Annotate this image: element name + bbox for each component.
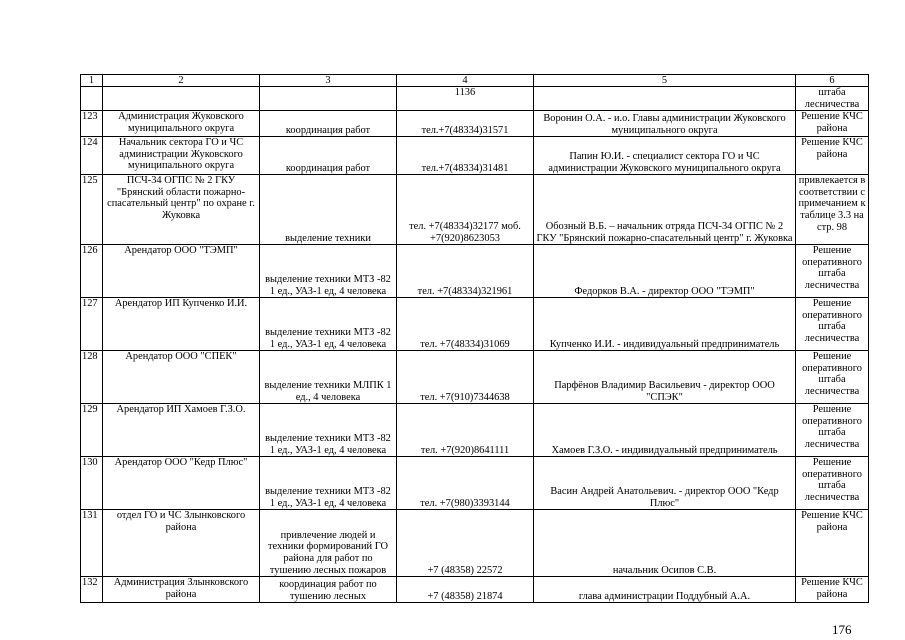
cont-contact (534, 87, 796, 111)
organization-cell: Арендатор ИП Хамоев Г.З.О. (103, 404, 260, 457)
phone-cell: тел. +7(48334)32177 моб. +7(920)8623053 (397, 175, 534, 245)
contact-cell: Парфёнов Владимир Васильевич - директор ООО "СПЭК" (534, 351, 796, 404)
phone-cell: тел. +7(48334)321961 (397, 245, 534, 298)
header-row (81, 75, 869, 87)
task-cell: выделение техники МТЗ -82 1 ед., УАЗ-1 ед, 4 человека (260, 298, 397, 351)
basis-cell: Решение оперативного штаба лесничества (796, 298, 869, 351)
phone-cell: тел.+7(48334)31571 (397, 111, 534, 137)
table-row (81, 404, 869, 457)
table-row (81, 577, 869, 603)
table-row (81, 175, 869, 245)
task-cell: выделение техники МТЗ -82 1 ед., УАЗ-1 ед, 4 человека (260, 245, 397, 298)
contact-cell: Воронин О.А. - и.о. Главы администрации Жуковского муниципального округа (534, 111, 796, 137)
row-number: 128 (81, 351, 103, 404)
page-number: 176 (832, 622, 852, 637)
cont-num (81, 87, 103, 111)
cont-phone: 1136 (397, 87, 534, 111)
basis-cell: Решение оперативного штаба лесничества (796, 351, 869, 404)
row-number: 126 (81, 245, 103, 298)
header-cell: 4 (397, 75, 534, 87)
table-row (81, 245, 869, 298)
task-cell: выделение техники МЛПК 1 ед., 4 человека (260, 351, 397, 404)
phone-cell: +7 (48358) 22572 (397, 510, 534, 577)
contact-cell: Хамоев Г.З.О. - индивидуальный предприниматель (534, 404, 796, 457)
table-row (81, 351, 869, 404)
organization-cell: отдел ГО и ЧС Злынковского района (103, 510, 260, 577)
phone-cell: тел. +7(48334)31069 (397, 298, 534, 351)
continuation-row (81, 87, 869, 111)
header-cell: 1 (81, 75, 103, 87)
contact-cell: глава администрации Поддубный А.А. (534, 577, 796, 603)
basis-cell: Решение КЧС района (796, 577, 869, 603)
row-number: 129 (81, 404, 103, 457)
organization-cell: ПСЧ-34 ОГПС № 2 ГКУ "Брянский области пожарно-спасательный центр" по охране г. Жуковка (103, 175, 260, 245)
contact-cell: Васин Андрей Анатольевич. - директор ООО "Кедр Плюс" (534, 457, 796, 510)
contact-cell: Купченко И.И. - индивидуальный предприниматель (534, 298, 796, 351)
table-row (81, 111, 869, 137)
organization-cell: Арендатор ООО "СПЕК" (103, 351, 260, 404)
table-row (81, 137, 869, 175)
task-cell: привлечение людей и техники формирований ГО района для работ по тушению лесных пожаров (260, 510, 397, 577)
basis-cell: Решение оперативного штаба лесничества (796, 245, 869, 298)
row-number: 124 (81, 137, 103, 175)
cont-org (103, 87, 260, 111)
basis-cell: Решение оперативного штаба лесничества (796, 457, 869, 510)
organization-cell: Администрация Злынковского района (103, 577, 260, 603)
organization-cell: Начальник сектора ГО и ЧС администрации Жуковского муниципального округа (103, 137, 260, 175)
basis-cell: Решение КЧС района (796, 510, 869, 577)
table-row (81, 298, 869, 351)
organization-cell: Арендатор ИП Купченко И.И. (103, 298, 260, 351)
phone-cell: тел.+7(48334)31481 (397, 137, 534, 175)
row-number: 127 (81, 298, 103, 351)
row-number: 123 (81, 111, 103, 137)
task-cell: координация работ (260, 137, 397, 175)
table-row (81, 457, 869, 510)
phone-cell: тел. +7(920)8641111 (397, 404, 534, 457)
table-row (81, 510, 869, 577)
basis-cell: Решение оперативного штаба лесничества (796, 404, 869, 457)
organization-cell: Арендатор ООО "Кедр Плюс" (103, 457, 260, 510)
phone-cell: тел. +7(910)7344638 (397, 351, 534, 404)
task-cell: выделение техники МТЗ -82 1 ед., УАЗ-1 ед, 4 человека (260, 404, 397, 457)
contact-cell: Папин Ю.И. - специалист сектора ГО и ЧС администрации Жуковского муниципального округа (534, 137, 796, 175)
header-cell: 5 (534, 75, 796, 87)
basis-cell: привлекается в соответствии с примечанием к таблице 3.3 на стр. 98 (796, 175, 869, 245)
contact-cell: Обозный В.Б. – начальник отряда ПСЧ-34 ОГПС № 2 ГКУ "Брянский пожарно-спасательный центр" г. Жуковка (534, 175, 796, 245)
organization-cell: Администрация Жуковского муниципального округа (103, 111, 260, 137)
phone-cell: +7 (48358) 21874 (397, 577, 534, 603)
cont-task (260, 87, 397, 111)
contact-cell: Федорков В.А. - директор ООО "ТЭМП" (534, 245, 796, 298)
phone-cell: тел. +7(980)3393144 (397, 457, 534, 510)
task-cell: координация работ по тушению лесных (260, 577, 397, 603)
row-number: 125 (81, 175, 103, 245)
organization-cell: Арендатор ООО "ТЭМП" (103, 245, 260, 298)
task-cell: координация работ (260, 111, 397, 137)
cont-basis: штаба лесничества (796, 87, 869, 111)
data-table (80, 74, 869, 603)
basis-cell: Решение КЧС района (796, 137, 869, 175)
basis-cell: Решение КЧС района (796, 111, 869, 137)
row-number: 131 (81, 510, 103, 577)
row-number: 132 (81, 577, 103, 603)
contact-cell: начальник Осипов С.В. (534, 510, 796, 577)
header-cell: 2 (103, 75, 260, 87)
task-cell: выделение техники МТЗ -82 1 ед., УАЗ-1 ед, 4 человека (260, 457, 397, 510)
header-cell: 3 (260, 75, 397, 87)
header-cell: 6 (796, 75, 869, 87)
row-number: 130 (81, 457, 103, 510)
task-cell: выделение техники (260, 175, 397, 245)
